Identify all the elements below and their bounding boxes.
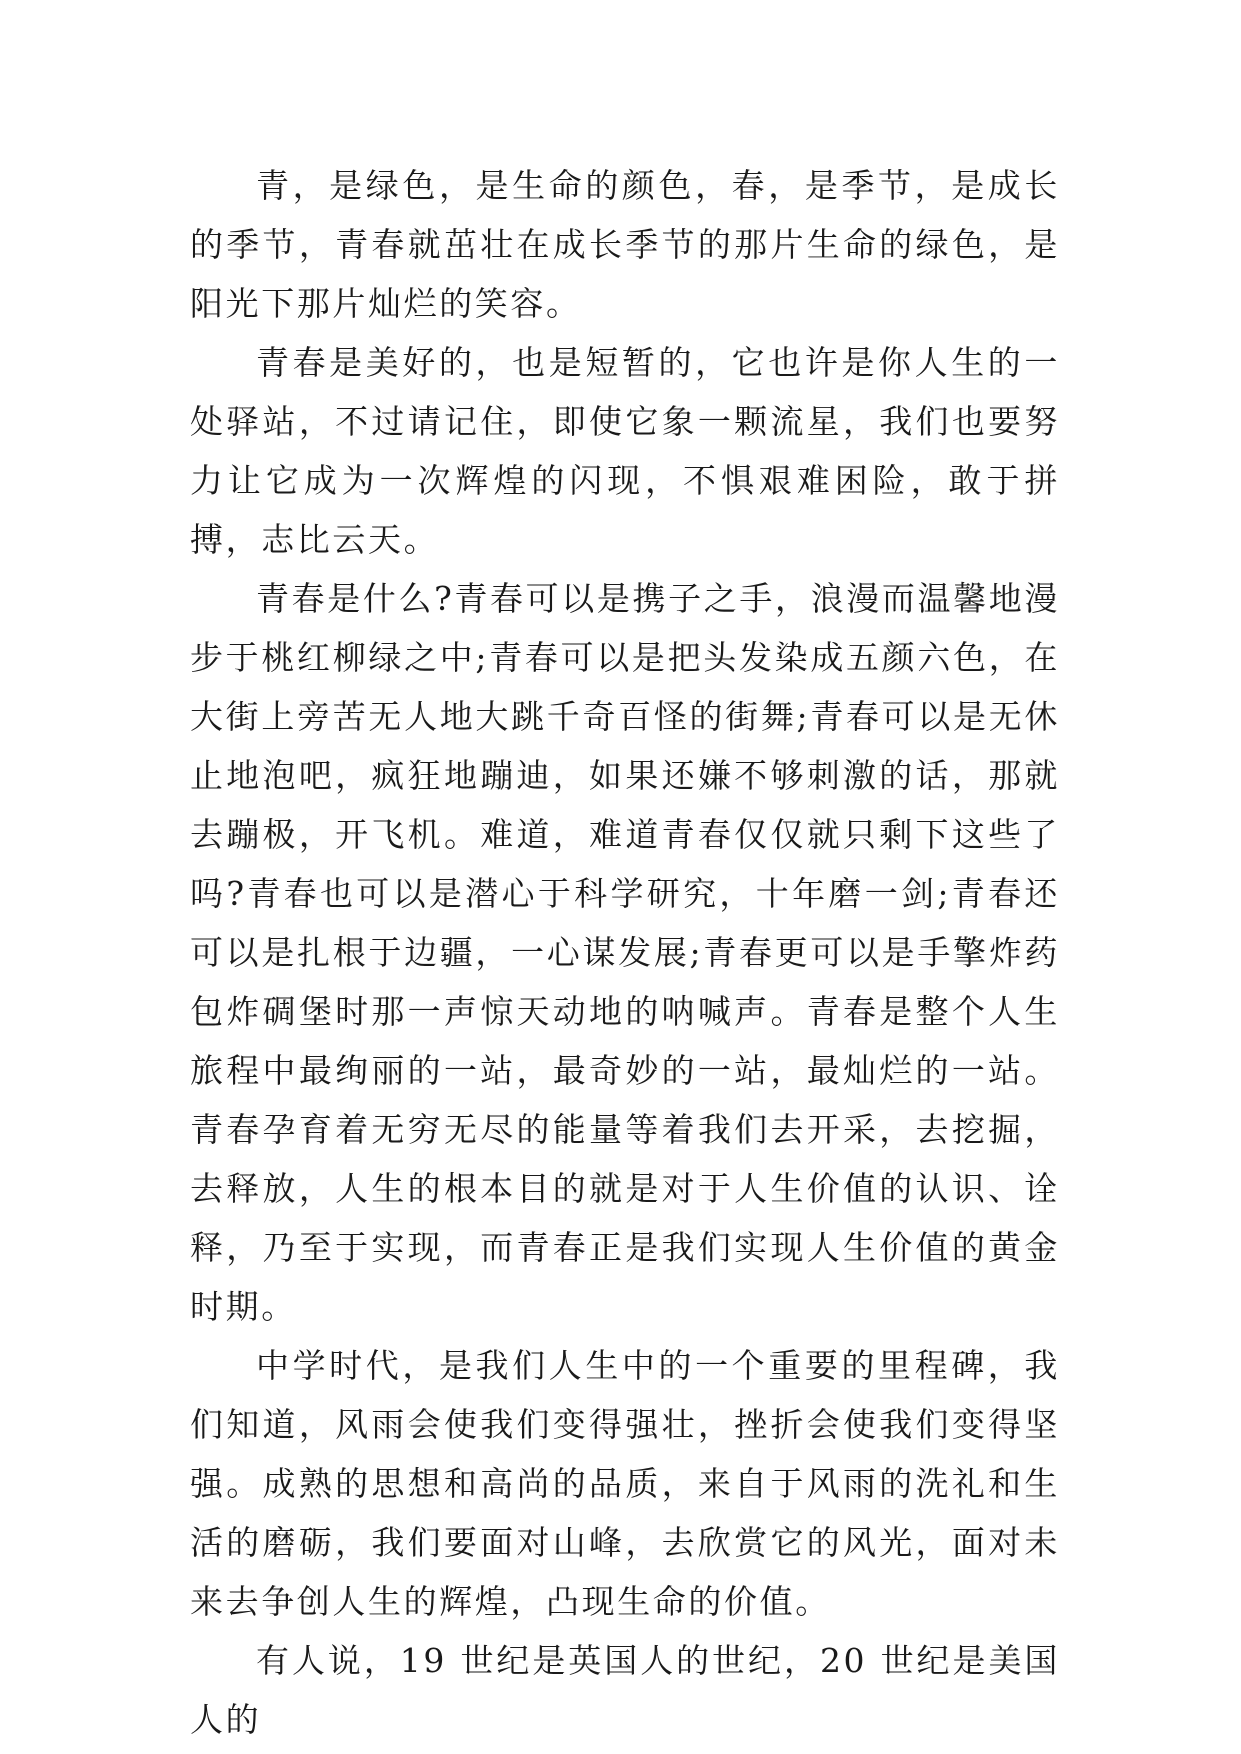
paragraph-5: 有人说，19 世纪是英国人的世纪，20 世纪是美国人的 [190, 1641, 1060, 1739]
paragraph-1: 青，是绿色，是生命的颜色，春，是季节，是成长的季节，青春就茁壮在成长季节的那片生命的绿色，是阳光下那片灿烂的笑容。 [190, 166, 1060, 323]
document-body [190, 156, 1060, 1749]
paragraph-2: 青春是美好的，也是短暂的，它也许是你人生的一处驿站，不过请记住，即使它象一颗流星，我们也要努力让它成为一次辉煌的闪现，不惧艰难困险，敢于拼搏，志比云天。 [190, 343, 1060, 559]
paragraph-4: 中学时代，是我们人生中的一个重要的里程碑，我们知道，风雨会使我们变得强壮，挫折会使我们变得坚强。成熟的思想和高尚的品质，来自于风雨的洗礼和生活的磨砺，我们要面对山峰，去欣赏它的风光，面对未来去争创人生的辉煌，凸现生命的价值。 [190, 1346, 1060, 1621]
paragraph-3: 青春是什么?青春可以是携子之手，浪漫而温馨地漫步于桃红柳绿之中;青春可以是把头发染成五颜六色，在大街上旁苦无人地大跳千奇百怪的街舞;青春可以是无休止地泡吧，疯狂地蹦迪，如果还嫌不够刺激的话，那就去蹦极，开飞机。难道，难道青春仅仅就只剩下这些了吗?青春也可以是潜心于科学研究，十年磨一剑;青春还可以是扎根于边疆，一心谋发展;青春更可以是手擎炸药包炸碉堡时那一声惊天动地的呐喊声。青春是整个人生旅程中最绚丽的一站，最奇妙的一站，最灿烂的一站。青春孕育着无穷无尽的能量等着我们去开采，去挖掘，去释放，人生的根本目的就是对于人生价值的认识、诠释，乃至于实现，而青春正是我们实现人生价值的黄金时期。 [190, 579, 1060, 1326]
